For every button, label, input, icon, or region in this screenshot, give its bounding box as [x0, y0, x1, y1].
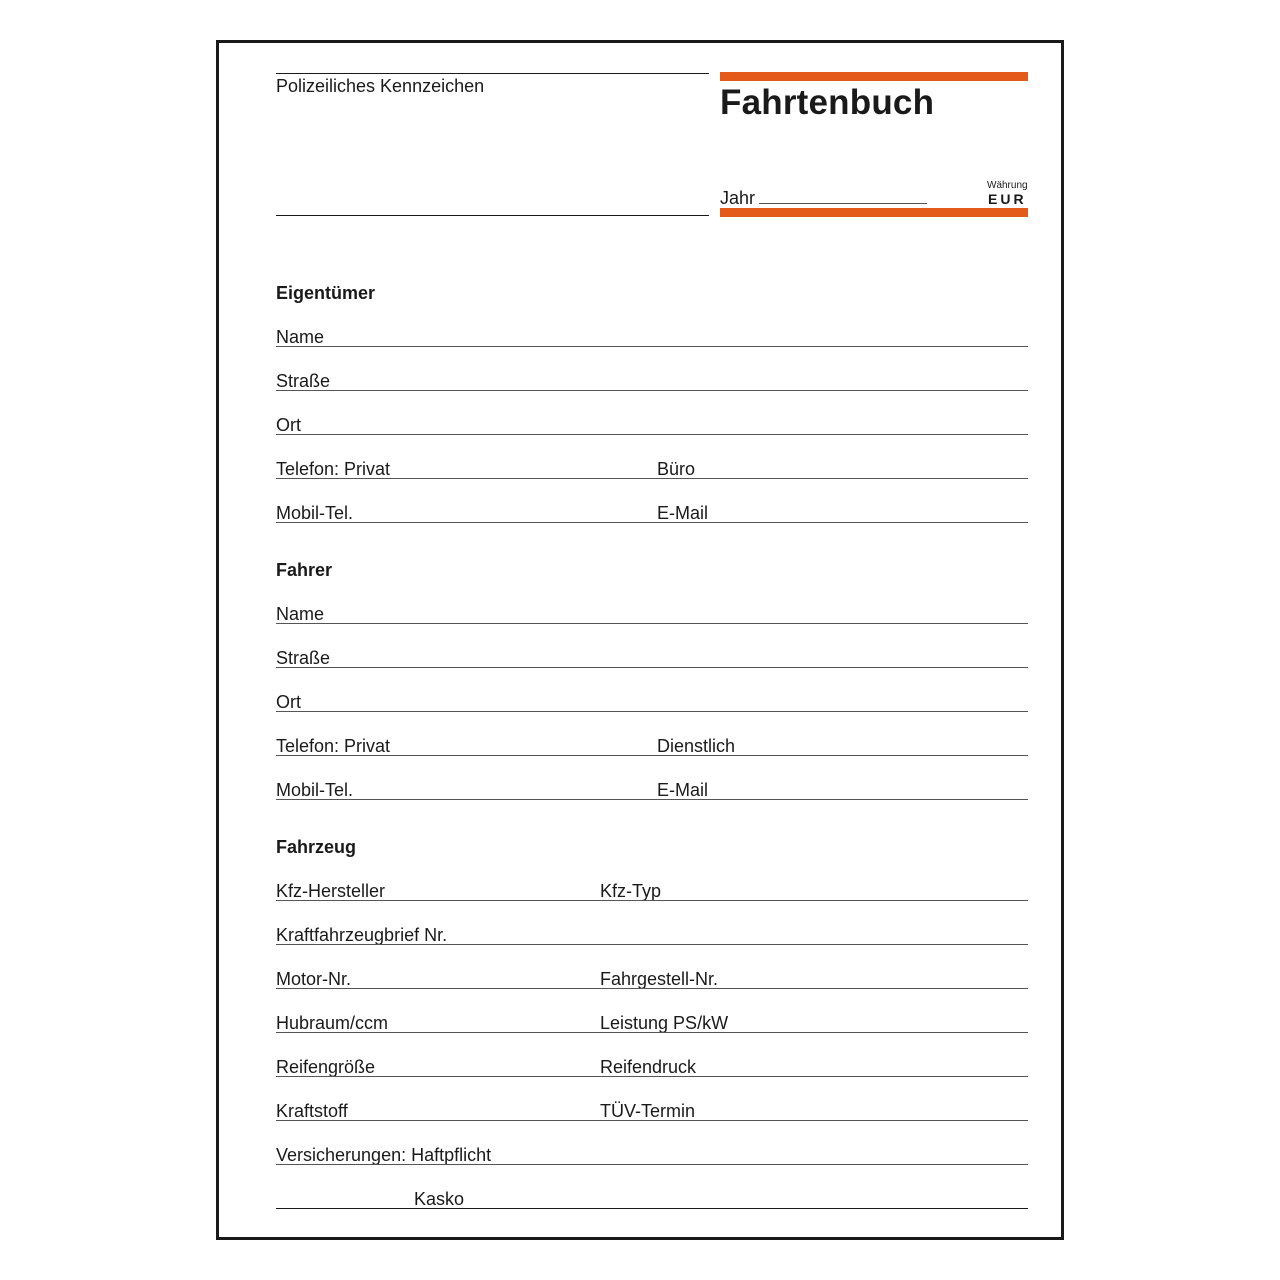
plate-label: Polizeiliches Kennzeichen: [276, 76, 485, 96]
vehicle-displacement-line[interactable]: [276, 1032, 1028, 1033]
title-top-bar: [720, 72, 1028, 81]
vehicle-engine-line[interactable]: [276, 988, 1028, 989]
driver-city-label: Ort: [276, 692, 301, 712]
owner-heading: Eigentümer: [276, 283, 376, 303]
vehicle-registration-doc-line[interactable]: [276, 944, 1028, 945]
vehicle-manufacturer-line[interactable]: [276, 900, 1028, 901]
form-page: [216, 40, 1064, 1240]
vehicle-chassis-no-label: Fahrgestell-Nr.: [600, 969, 719, 989]
vehicle-registration-doc-label: Kraftfahrzeugbrief Nr.: [276, 925, 448, 945]
owner-name-label: Name: [276, 327, 325, 347]
vehicle-tuv-label: TÜV-Termin: [600, 1101, 696, 1121]
owner-phone-private-label: Telefon: Privat: [276, 459, 391, 479]
driver-phone-private-label: Telefon: Privat: [276, 736, 391, 756]
owner-street-label: Straße: [276, 371, 331, 391]
driver-phone-line[interactable]: [276, 755, 1028, 756]
driver-street-line[interactable]: [276, 667, 1028, 668]
plate-top-line: [276, 73, 709, 74]
vehicle-displacement-label: Hubraum/ccm: [276, 1013, 389, 1033]
driver-mobile-line[interactable]: [276, 799, 1028, 800]
vehicle-fuel-label: Kraftstoff: [276, 1101, 348, 1121]
driver-name-line[interactable]: [276, 623, 1028, 624]
plate-input-line[interactable]: [276, 215, 709, 216]
owner-email-label: E-Mail: [657, 503, 709, 523]
owner-street-line[interactable]: [276, 390, 1028, 391]
year-label: Jahr: [720, 188, 756, 208]
vehicle-type-label: Kfz-Typ: [600, 881, 662, 901]
insurance-kasko-label: Kasko: [414, 1189, 465, 1209]
owner-name-line[interactable]: [276, 346, 1028, 347]
vehicle-power-label: Leistung PS/kW: [600, 1013, 729, 1033]
driver-mobile-label: Mobil-Tel.: [276, 780, 354, 800]
driver-city-line[interactable]: [276, 711, 1028, 712]
driver-name-label: Name: [276, 604, 325, 624]
vehicle-tire-pressure-label: Reifendruck: [600, 1057, 697, 1077]
owner-city-label: Ort: [276, 415, 301, 435]
vehicle-engine-no-label: Motor-Nr.: [276, 969, 352, 989]
owner-phone-office-label: Büro: [657, 459, 696, 479]
currency-label: Währung: [987, 180, 1028, 191]
title-bottom-bar: [720, 208, 1028, 217]
insurance-liability-line[interactable]: [276, 1164, 1028, 1165]
vehicle-fuel-line[interactable]: [276, 1120, 1028, 1121]
driver-street-label: Straße: [276, 648, 331, 668]
year-input-line[interactable]: [759, 203, 927, 204]
owner-mobile-line[interactable]: [276, 522, 1028, 523]
vehicle-manufacturer-label: Kfz-Hersteller: [276, 881, 386, 901]
insurance-liability-label: Versicherungen: Haftpflicht: [276, 1145, 492, 1165]
currency-value: EUR: [988, 191, 1027, 207]
driver-heading: Fahrer: [276, 560, 333, 580]
insurance-kasko-line[interactable]: [276, 1208, 1028, 1209]
page-title: Fahrtenbuch: [720, 83, 935, 122]
driver-email-label: E-Mail: [657, 780, 709, 800]
vehicle-heading: Fahrzeug: [276, 837, 357, 857]
owner-mobile-label: Mobil-Tel.: [276, 503, 354, 523]
owner-phone-line[interactable]: [276, 478, 1028, 479]
vehicle-tire-size-label: Reifengröße: [276, 1057, 376, 1077]
vehicle-tire-line[interactable]: [276, 1076, 1028, 1077]
driver-phone-business-label: Dienstlich: [657, 736, 736, 756]
owner-city-line[interactable]: [276, 434, 1028, 435]
